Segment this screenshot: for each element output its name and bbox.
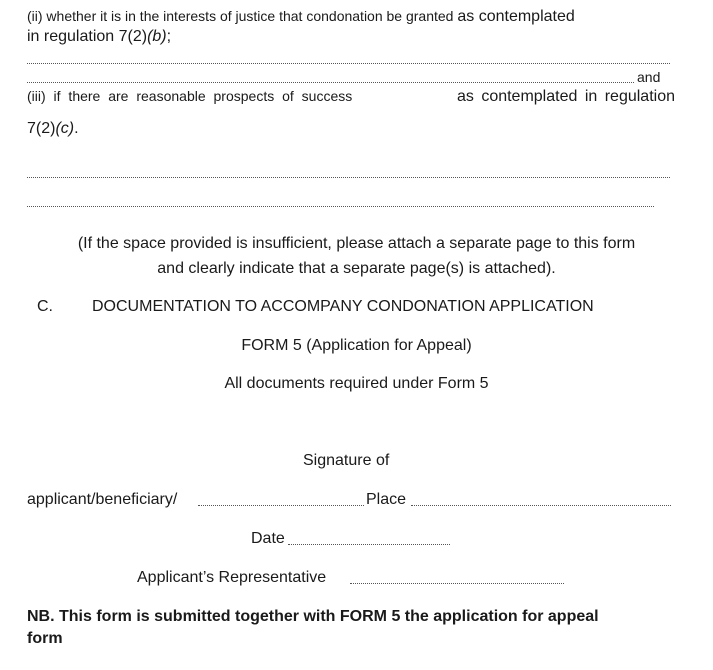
nb-line2: form <box>27 630 63 647</box>
place-label: Place <box>366 491 407 508</box>
point-iii-line1 <box>27 88 675 106</box>
answer-line-ii-1[interactable] <box>27 63 670 64</box>
point-ii-semicolon: ; <box>166 28 172 45</box>
date-line[interactable] <box>288 544 450 545</box>
applicant-label: applicant/beneficiary/ <box>27 491 178 508</box>
place-line[interactable] <box>411 505 671 506</box>
representative-line[interactable] <box>350 583 564 584</box>
point-ii-line2 <box>27 28 171 46</box>
point-ii-reg-sub: (b) <box>147 28 167 45</box>
section-c-letter: C. <box>37 298 53 315</box>
note-line2: and clearly indicate that a separate page(s) is attached). <box>157 260 556 277</box>
point-iii-text-emph: as contemplated in regulation <box>456 88 675 105</box>
signature-of-label: Signature of <box>303 452 390 469</box>
point-ii-line1 <box>27 8 575 26</box>
point-iii-reg-sub: (c) <box>55 120 75 137</box>
point-iii-text: (iii) if there are reasonable prospects of success <box>27 88 353 104</box>
representative-label: Applicant’s Representative <box>137 569 327 586</box>
point-ii-text: (ii) whether it is in the interests of justice that condonation be granted <box>27 8 458 24</box>
point-ii-reg: in regulation 7(2) <box>27 28 148 45</box>
applicant-signature-line[interactable] <box>198 505 364 506</box>
point-iii-period: . <box>74 120 79 137</box>
point-iii-reg: 7(2) <box>27 120 56 137</box>
note-line1: (If the space provided is insufficient, please attach a separate page to this form <box>77 235 636 252</box>
answer-line-ii-2[interactable] <box>27 82 634 83</box>
all-documents-line: All documents required under Form 5 <box>224 375 489 392</box>
section-c-title: DOCUMENTATION TO ACCOMPANY CONDONATION APPLICATION <box>92 298 594 315</box>
point-ii-text-emph: as contemplated <box>457 8 575 25</box>
date-label: Date <box>251 530 285 547</box>
answer-line-iii-2[interactable] <box>27 206 654 207</box>
point-ii-and: and <box>637 69 661 85</box>
point-iii-line2 <box>27 120 79 138</box>
answer-line-iii-1[interactable] <box>27 177 670 178</box>
form5-line: FORM 5 (Application for Appeal) <box>241 337 472 354</box>
nb-line1: NB. This form is submitted together with FORM 5 the application for appeal <box>27 608 599 625</box>
